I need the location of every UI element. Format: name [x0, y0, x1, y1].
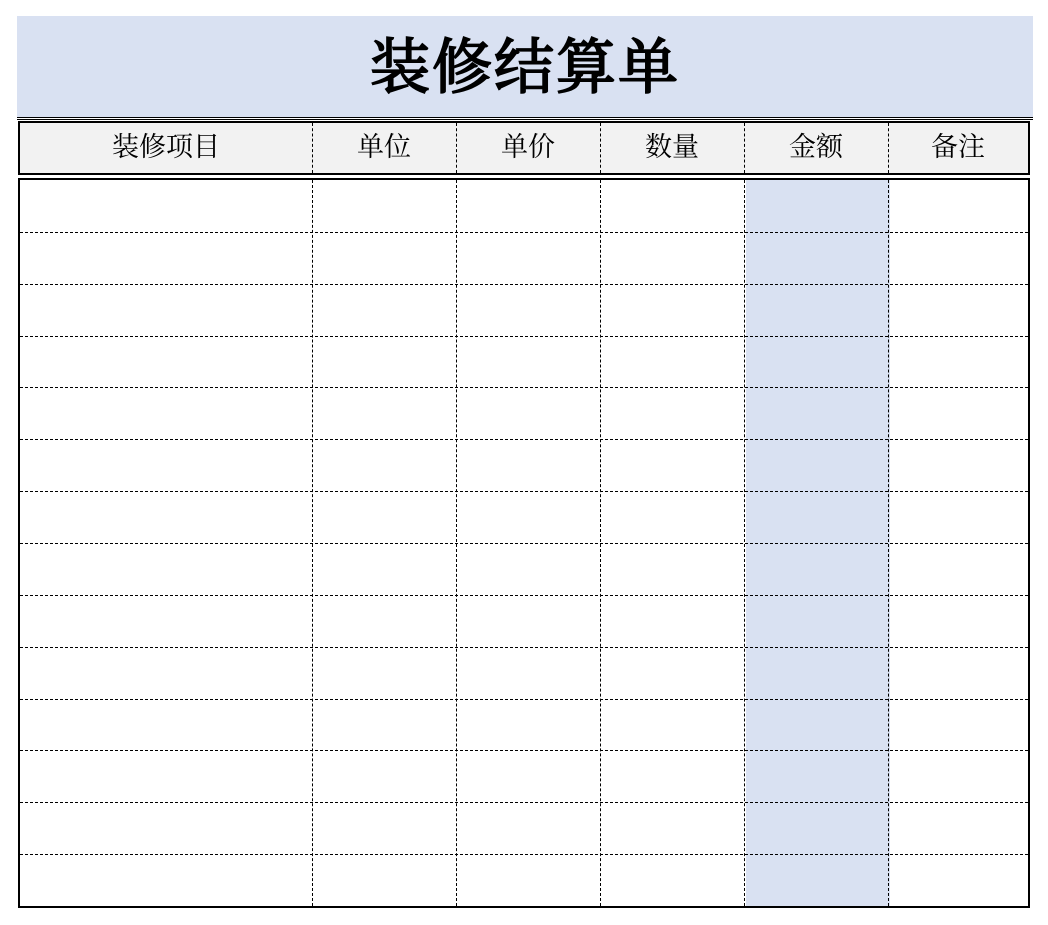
table-row: [20, 647, 1028, 699]
table-cell-amount[interactable]: [744, 284, 888, 336]
table-cell-price[interactable]: [456, 336, 600, 388]
table-cell-amount[interactable]: [744, 595, 888, 647]
table-cell-remark[interactable]: [888, 854, 1028, 906]
row-divider: [20, 387, 1028, 388]
table-cell-amount[interactable]: [744, 543, 888, 595]
table-cell-quantity[interactable]: [600, 647, 744, 699]
table-cell-amount[interactable]: [744, 439, 888, 491]
row-divider: [20, 750, 1028, 751]
row-divider: [20, 854, 1028, 855]
table-cell-amount[interactable]: [744, 854, 888, 906]
table-cell-amount[interactable]: [744, 387, 888, 439]
table-cell-price[interactable]: [456, 439, 600, 491]
table-row: [20, 439, 1028, 491]
table-cell-remark[interactable]: [888, 387, 1028, 439]
row-divider: [20, 802, 1028, 803]
table-cell-amount[interactable]: [744, 232, 888, 284]
row-divider: [20, 647, 1028, 648]
table-row: [20, 802, 1028, 854]
table-cell-remark[interactable]: [888, 699, 1028, 751]
table-cell-remark[interactable]: [888, 284, 1028, 336]
column-header-price[interactable]: 单价: [501, 132, 555, 163]
table-cell-quantity[interactable]: [600, 595, 744, 647]
table-cell-unit[interactable]: [312, 699, 456, 751]
table-row: [20, 336, 1028, 388]
table-cell-quantity[interactable]: [600, 439, 744, 491]
table-cell-unit[interactable]: [312, 336, 456, 388]
table-row: [20, 543, 1028, 595]
table-cell-item[interactable]: [20, 336, 312, 388]
table-cell-amount[interactable]: [744, 336, 888, 388]
table-cell-item[interactable]: [20, 543, 312, 595]
column-header-quantity[interactable]: 数量: [645, 132, 699, 163]
table-cell-price[interactable]: [456, 699, 600, 751]
table-cell-item[interactable]: [20, 439, 312, 491]
table-row: [20, 854, 1028, 906]
row-divider: [20, 595, 1028, 596]
table-cell-remark[interactable]: [888, 439, 1028, 491]
table-cell-quantity[interactable]: [600, 180, 744, 232]
table-cell-amount[interactable]: [744, 491, 888, 543]
table-cell-unit[interactable]: [312, 180, 456, 232]
row-divider: [20, 439, 1028, 440]
table-cell-quantity[interactable]: [600, 336, 744, 388]
table-cell-unit[interactable]: [312, 802, 456, 854]
column-header-remark[interactable]: 备注: [931, 132, 985, 163]
table-cell-price[interactable]: [456, 854, 600, 906]
table-cell-remark[interactable]: [888, 595, 1028, 647]
table-cell-item[interactable]: [20, 232, 312, 284]
table-cell-amount[interactable]: [744, 699, 888, 751]
table-cell-item[interactable]: [20, 595, 312, 647]
table-cell-price[interactable]: [456, 750, 600, 802]
table-cell-remark[interactable]: [888, 750, 1028, 802]
table-row: [20, 387, 1028, 439]
table-cell-price[interactable]: [456, 491, 600, 543]
page-title: 装修结算单: [370, 33, 680, 103]
table-cell-remark[interactable]: [888, 647, 1028, 699]
table-cell-remark[interactable]: [888, 232, 1028, 284]
table-cell-item[interactable]: [20, 491, 312, 543]
row-divider: [20, 699, 1028, 700]
title-band: [17, 16, 1033, 117]
table-row: [20, 232, 1028, 284]
table-cell-remark[interactable]: [888, 802, 1028, 854]
table-cell-amount[interactable]: [744, 750, 888, 802]
table-cell-item[interactable]: [20, 284, 312, 336]
table-cell-quantity[interactable]: [600, 699, 744, 751]
table-cell-quantity[interactable]: [600, 543, 744, 595]
column-header-amount[interactable]: 金额: [789, 132, 843, 163]
table-row: [20, 180, 1028, 232]
table-cell-unit[interactable]: [312, 595, 456, 647]
title-divider-lower: [17, 119, 1033, 120]
table-cell-price[interactable]: [456, 595, 600, 647]
table-cell-item[interactable]: [20, 750, 312, 802]
table-row: [20, 284, 1028, 336]
table-cell-remark[interactable]: [888, 336, 1028, 388]
table-cell-item[interactable]: [20, 387, 312, 439]
table-header-row: [18, 121, 1030, 175]
table-cell-amount[interactable]: [744, 802, 888, 854]
table-cell-price[interactable]: [456, 180, 600, 232]
row-divider: [20, 336, 1028, 337]
table-cell-unit[interactable]: [312, 439, 456, 491]
title-divider-upper: [17, 117, 1033, 118]
table-cell-unit[interactable]: [312, 750, 456, 802]
table-cell-price[interactable]: [456, 284, 600, 336]
table-cell-quantity[interactable]: [600, 232, 744, 284]
table-cell-item[interactable]: [20, 647, 312, 699]
column-header-unit[interactable]: 单位: [357, 132, 411, 163]
table-cell-unit[interactable]: [312, 854, 456, 906]
table-cell-unit[interactable]: [312, 491, 456, 543]
row-divider: [20, 543, 1028, 544]
table-cell-amount[interactable]: [744, 180, 888, 232]
table-row: [20, 595, 1028, 647]
row-divider: [20, 284, 1028, 285]
table-cell-remark[interactable]: [888, 180, 1028, 232]
table-row: [20, 750, 1028, 802]
table-cell-unit[interactable]: [312, 647, 456, 699]
table-cell-unit[interactable]: [312, 543, 456, 595]
table-cell-item[interactable]: [20, 699, 312, 751]
table-cell-unit[interactable]: [312, 232, 456, 284]
table-cell-price[interactable]: [456, 802, 600, 854]
table-cell-quantity[interactable]: [600, 387, 744, 439]
table-cell-price[interactable]: [456, 543, 600, 595]
row-divider: [20, 232, 1028, 233]
table-cell-quantity[interactable]: [600, 802, 744, 854]
table-cell-item[interactable]: [20, 802, 312, 854]
data-table-body: [18, 178, 1030, 908]
table-cell-quantity[interactable]: [600, 854, 744, 906]
table-cell-quantity[interactable]: [600, 750, 744, 802]
table-row: [20, 491, 1028, 543]
table-cell-remark[interactable]: [888, 491, 1028, 543]
table-row: [20, 699, 1028, 751]
table-cell-quantity[interactable]: [600, 284, 744, 336]
table-cell-unit[interactable]: [312, 284, 456, 336]
table-cell-amount[interactable]: [744, 647, 888, 699]
table-cell-price[interactable]: [456, 387, 600, 439]
table-cell-item[interactable]: [20, 180, 312, 232]
column-header-item[interactable]: 装修项目: [112, 132, 220, 163]
table-cell-quantity[interactable]: [600, 491, 744, 543]
row-divider: [20, 491, 1028, 492]
table-cell-price[interactable]: [456, 232, 600, 284]
table-cell-item[interactable]: [20, 854, 312, 906]
table-cell-remark[interactable]: [888, 543, 1028, 595]
table-cell-price[interactable]: [456, 647, 600, 699]
table-cell-unit[interactable]: [312, 387, 456, 439]
